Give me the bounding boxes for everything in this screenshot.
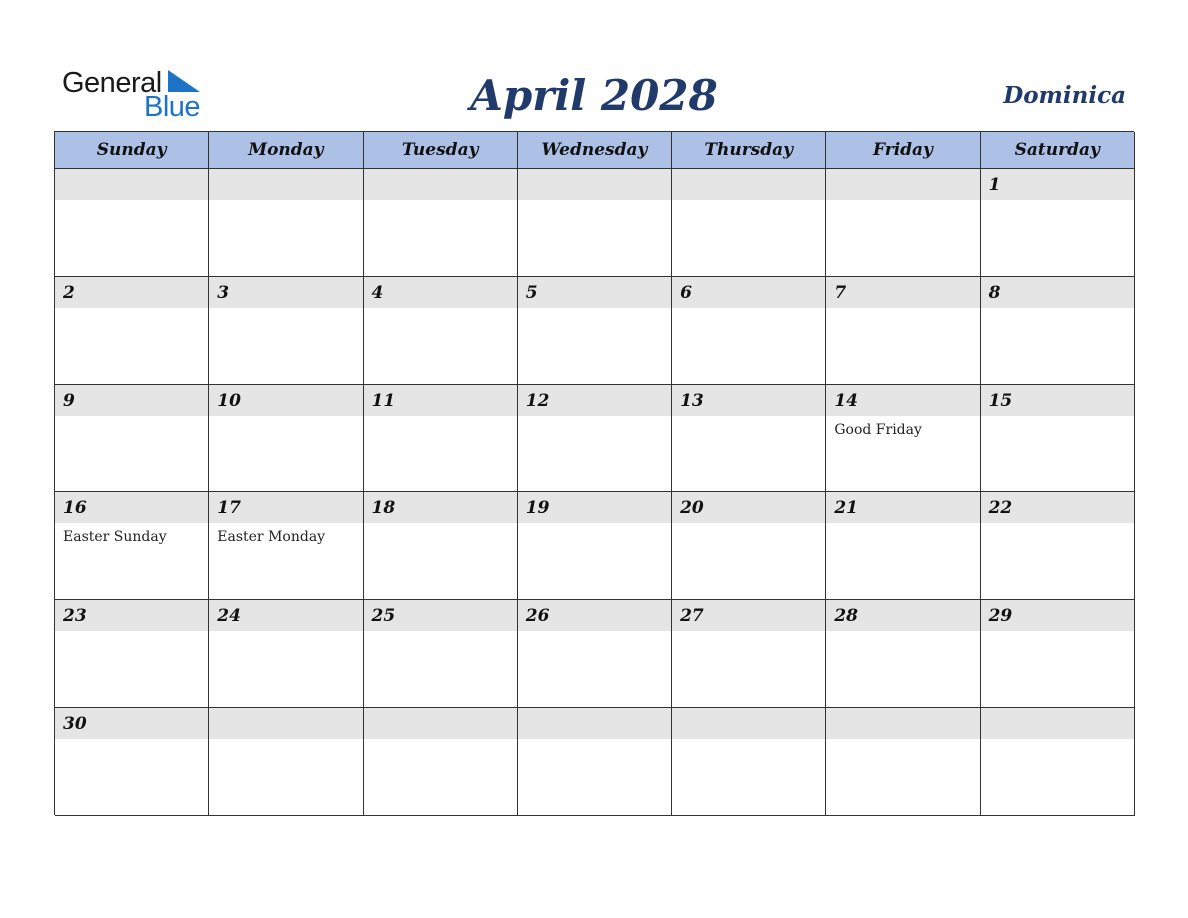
day-cell-2	[55, 277, 209, 385]
day-number: 11	[371, 390, 396, 411]
empty-day-cell	[364, 169, 518, 277]
holiday-label: Good Friday	[834, 421, 922, 438]
day-cell-18	[364, 492, 518, 600]
day-cell-27	[672, 600, 826, 708]
weekday-header-row	[55, 132, 1134, 169]
day-number: 3	[217, 282, 230, 303]
week-row	[55, 600, 1134, 708]
empty-day-cell	[364, 708, 518, 816]
day-cell-19	[518, 492, 672, 600]
empty-day-cell	[209, 708, 363, 816]
day-number-band	[672, 708, 825, 739]
day-cell-9	[55, 385, 209, 493]
day-number-band	[518, 600, 671, 631]
day-number-band	[518, 708, 671, 739]
day-cell-8	[981, 277, 1135, 385]
day-number-band	[364, 169, 517, 200]
empty-day-cell	[672, 708, 826, 816]
logo-word-general: General	[62, 67, 162, 99]
day-cell-10	[209, 385, 363, 493]
day-cell-7	[826, 277, 980, 385]
empty-day-cell	[55, 169, 209, 277]
day-number-band	[209, 385, 362, 416]
day-cell-30	[55, 708, 209, 816]
day-number-band	[826, 385, 979, 416]
day-number-band	[518, 492, 671, 523]
week-row	[55, 708, 1134, 816]
holiday-label: Easter Monday	[217, 529, 326, 546]
empty-day-cell	[826, 708, 980, 816]
weekday-header-thursday: Thursday	[672, 132, 826, 169]
day-cell-13	[672, 385, 826, 493]
day-number: 16	[63, 498, 87, 519]
day-number-band	[55, 169, 208, 200]
empty-day-cell	[518, 169, 672, 277]
day-cell-11	[364, 385, 518, 493]
day-number-band	[55, 600, 208, 631]
week-row	[55, 277, 1134, 385]
day-number-band	[364, 708, 517, 739]
day-number-band	[981, 385, 1134, 416]
empty-day-cell	[672, 169, 826, 277]
day-number-band	[826, 708, 979, 739]
day-number: 18	[371, 498, 396, 519]
day-number-band	[209, 169, 362, 200]
weekday-header-saturday: Saturday	[981, 132, 1135, 169]
day-number-band	[672, 600, 825, 631]
day-number-band	[826, 492, 979, 523]
day-number: 5	[525, 282, 538, 303]
day-number-band	[672, 492, 825, 523]
empty-day-cell	[981, 708, 1135, 816]
day-number: 8	[988, 282, 1001, 303]
page-title: April 2028	[470, 71, 718, 120]
day-number-band	[364, 492, 517, 523]
weekday-header-tuesday: Tuesday	[364, 132, 518, 169]
day-number-band	[518, 277, 671, 308]
week-row	[55, 169, 1134, 277]
day-number-band	[981, 600, 1134, 631]
calendar-grid	[54, 131, 1134, 815]
day-number: 24	[217, 606, 241, 627]
day-number-band	[209, 492, 362, 523]
day-cell-23	[55, 600, 209, 708]
day-number-band	[209, 708, 362, 739]
week-row	[55, 385, 1134, 493]
day-number-band	[364, 277, 517, 308]
day-cell-24	[209, 600, 363, 708]
day-number-band	[672, 385, 825, 416]
day-number: 1	[988, 175, 1001, 195]
day-number-band	[55, 708, 208, 739]
day-cell-5	[518, 277, 672, 385]
day-number-band	[518, 169, 671, 200]
day-cell-14	[826, 385, 980, 493]
day-number-band	[55, 385, 208, 416]
weekday-header-friday: Friday	[826, 132, 980, 169]
day-number: 17	[217, 498, 241, 519]
day-cell-20	[672, 492, 826, 600]
day-cell-12	[518, 385, 672, 493]
day-number: 15	[988, 390, 1013, 411]
day-number-band	[55, 492, 208, 523]
day-number: 27	[680, 606, 704, 627]
day-number: 10	[217, 390, 241, 411]
day-cell-25	[364, 600, 518, 708]
day-number-band	[672, 277, 825, 308]
holiday-label: Easter Sunday	[63, 529, 167, 546]
calendar-weeks	[55, 169, 1134, 816]
day-number: 26	[525, 606, 550, 627]
day-number: 6	[680, 282, 692, 303]
day-cell-21	[826, 492, 980, 600]
day-cell-26	[518, 600, 672, 708]
logo-word-blue: Blue	[144, 91, 201, 123]
day-number-band	[981, 277, 1134, 308]
day-cell-16	[55, 492, 209, 600]
day-cell-28	[826, 600, 980, 708]
day-cell-1	[981, 169, 1135, 277]
day-number-band	[209, 277, 362, 308]
day-number-band	[55, 277, 208, 308]
day-number-band	[981, 169, 1134, 200]
week-row	[55, 492, 1134, 600]
day-number: 25	[371, 606, 396, 627]
day-cell-17	[209, 492, 363, 600]
day-number: 7	[834, 282, 847, 303]
empty-day-cell	[209, 169, 363, 277]
weekday-header-sunday: Sunday	[55, 132, 209, 169]
day-number: 30	[63, 713, 87, 734]
day-number: 19	[525, 498, 550, 519]
day-number-band	[364, 600, 517, 631]
day-number: 2	[63, 282, 75, 303]
day-cell-6	[672, 277, 826, 385]
day-cell-3	[209, 277, 363, 385]
day-number-band	[981, 492, 1134, 523]
day-number: 12	[525, 390, 550, 411]
empty-day-cell	[518, 708, 672, 816]
day-cell-15	[981, 385, 1135, 493]
day-number: 22	[988, 498, 1013, 519]
day-number-band	[209, 600, 362, 631]
day-cell-22	[981, 492, 1135, 600]
day-number: 28	[834, 606, 858, 627]
day-number: 4	[371, 282, 384, 303]
day-number-band	[826, 169, 979, 200]
day-number: 14	[834, 390, 858, 411]
day-number-band	[826, 277, 979, 308]
day-cell-29	[981, 600, 1135, 708]
day-number: 20	[680, 498, 704, 519]
day-number: 21	[834, 498, 858, 519]
day-number: 29	[988, 606, 1013, 627]
day-number: 23	[63, 606, 87, 627]
day-number-band	[826, 600, 979, 631]
day-number-band	[981, 708, 1134, 739]
day-number: 9	[63, 390, 75, 411]
empty-day-cell	[826, 169, 980, 277]
day-cell-4	[364, 277, 518, 385]
day-number-band	[518, 385, 671, 416]
weekday-header-wednesday: Wednesday	[518, 132, 672, 169]
country-label: Dominica	[1003, 82, 1126, 109]
day-number-band	[364, 385, 517, 416]
weekday-header-monday: Monday	[209, 132, 363, 169]
day-number: 13	[680, 390, 704, 411]
day-number-band	[672, 169, 825, 200]
